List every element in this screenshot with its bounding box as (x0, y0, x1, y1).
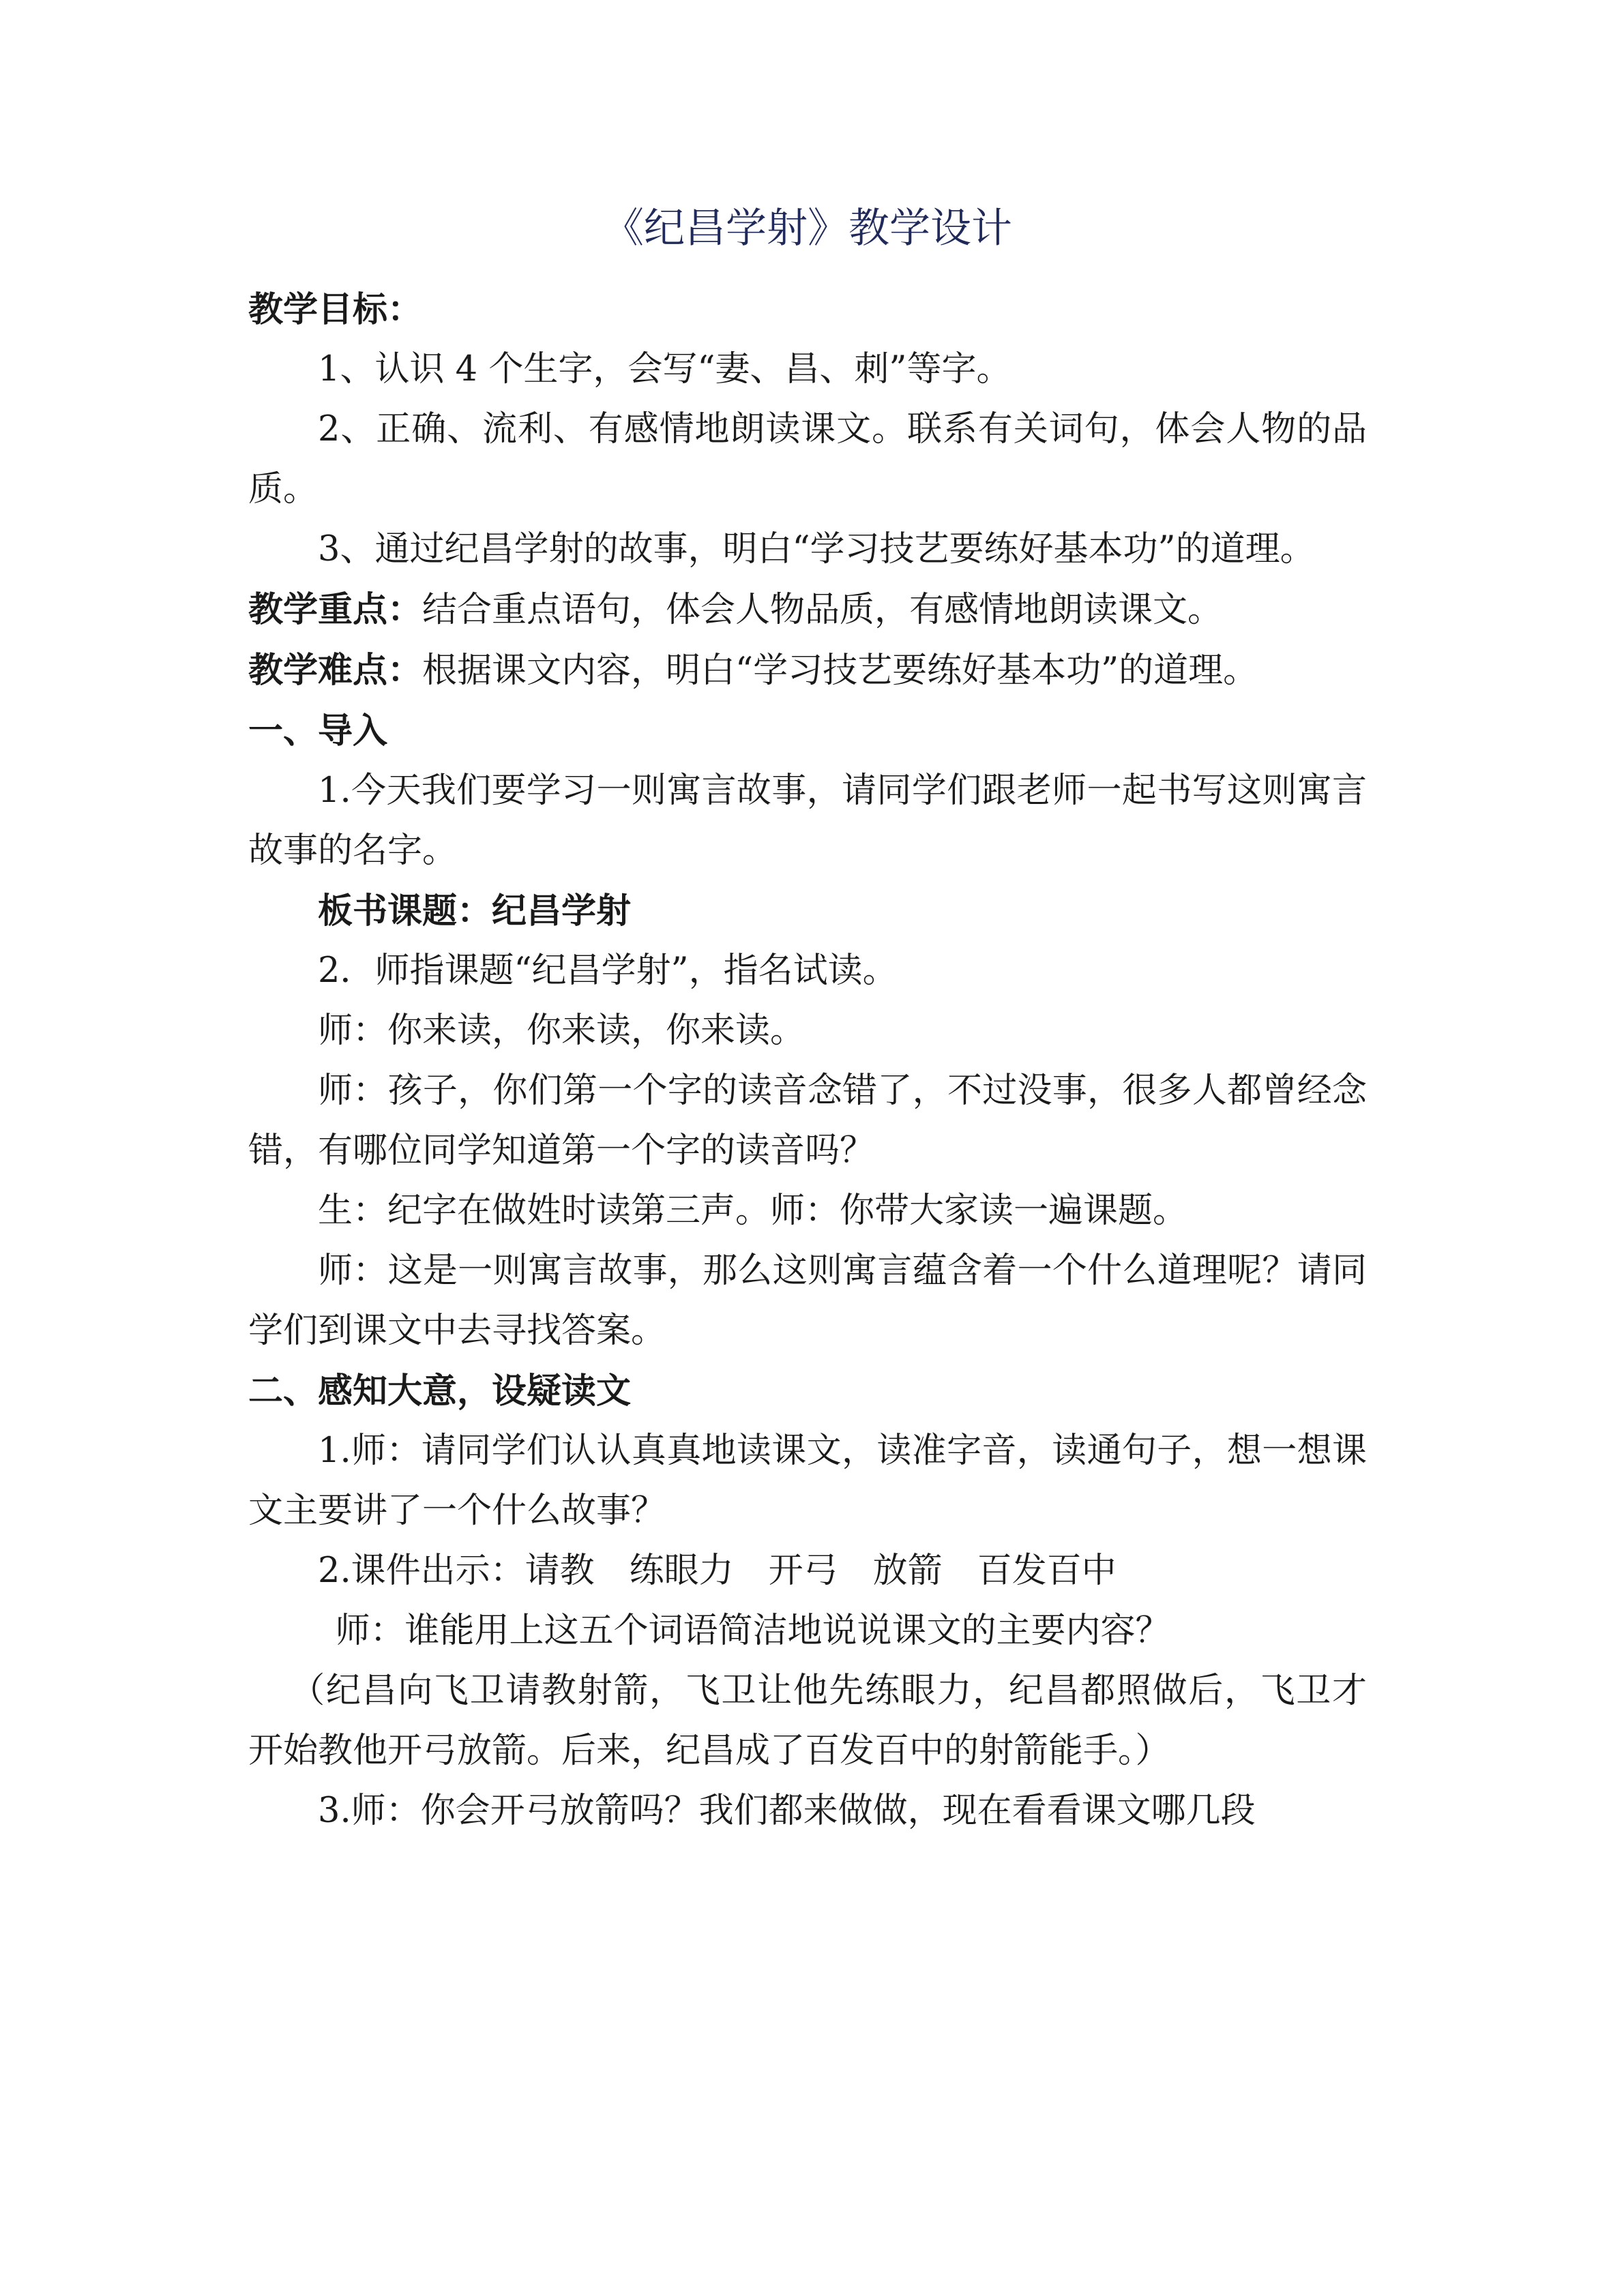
difficulty-point (248, 640, 1367, 701)
difficulty-heading: 教学难点： (248, 650, 423, 691)
document-page (248, 198, 1367, 1841)
goal-2: 2、正确、流利、有感情地朗读课文。联系有关词句，体会人物的品质。 (248, 409, 1367, 509)
key-point (248, 580, 1367, 640)
section-1-para-2: 2．师指课题“纪昌学射”，指名试读。 (318, 951, 898, 991)
goal-3: 3、通过纪昌学射的故事，明白“学习技艺要练好基本功”的道理。 (318, 529, 1315, 569)
board-title: 板书课题：纪昌学射 (318, 891, 632, 931)
section-1-para-4: 师：孩子，你们第一个字的读音念错了，不过没事，很多人都曾经念错，有哪位同学知道第一个字的读音吗？ (248, 1071, 1367, 1171)
section-2-para-3: 师：谁能用上这五个词语简洁地说说课文的主要内容？ (335, 1611, 1170, 1651)
section-2-para-5: 3.师：你会开弓放箭吗？我们都来做做，现在看看课文哪几段 (318, 1791, 1256, 1831)
section-2-heading: 二、感知大意，设疑读文 (248, 1371, 632, 1412)
key-point-heading: 教学重点： (248, 589, 423, 630)
section-1-para-1: 1.今天我们要学习一则寓言故事，请同学们跟老师一起书写这则寓言故事的名字。 (248, 771, 1367, 871)
section-2-para-4: （纪昌向飞卫请教射箭，飞卫让他先练眼力，纪昌都照做后，飞卫才开始教他开弓放箭。后来，纪昌成了百发百中的射箭能手。） (248, 1671, 1367, 1771)
section-2-para-1: 1.师：请同学们认认真真地读课文，读准字音，读通句子，想一想课文主要讲了一个什么故事？ (248, 1431, 1367, 1531)
section-1-para-5: 生：纪字在做姓时读第三声。师：你带大家读一遍课题。 (318, 1191, 1188, 1231)
section-2-para-2: 2.课件出示：请教 练眼力 开弓 放箭 百发百中 (318, 1551, 1117, 1591)
goals-heading: 教学目标： (248, 289, 423, 330)
key-point-text: 结合重点语句，体会人物品质，有感情地朗读课文。 (422, 590, 1223, 630)
difficulty-text: 根据课文内容，明白“学习技艺要练好基本功”的道理。 (422, 651, 1258, 691)
section-1-heading: 一、导入 (248, 711, 388, 751)
section-1-para-6: 师：这是一则寓言故事，那么这则寓言蕴含着一个什么道理呢？请同学们到课文中去寻找答案。 (248, 1251, 1367, 1351)
goal-1: 1、认识 4 个生字，会写“妻、昌、刺”等字。 (318, 349, 1012, 389)
document-title: 《纪昌学射》教学设计 (603, 205, 1012, 252)
section-1-para-3: 师：你来读，你来读，你来读。 (318, 1011, 806, 1051)
